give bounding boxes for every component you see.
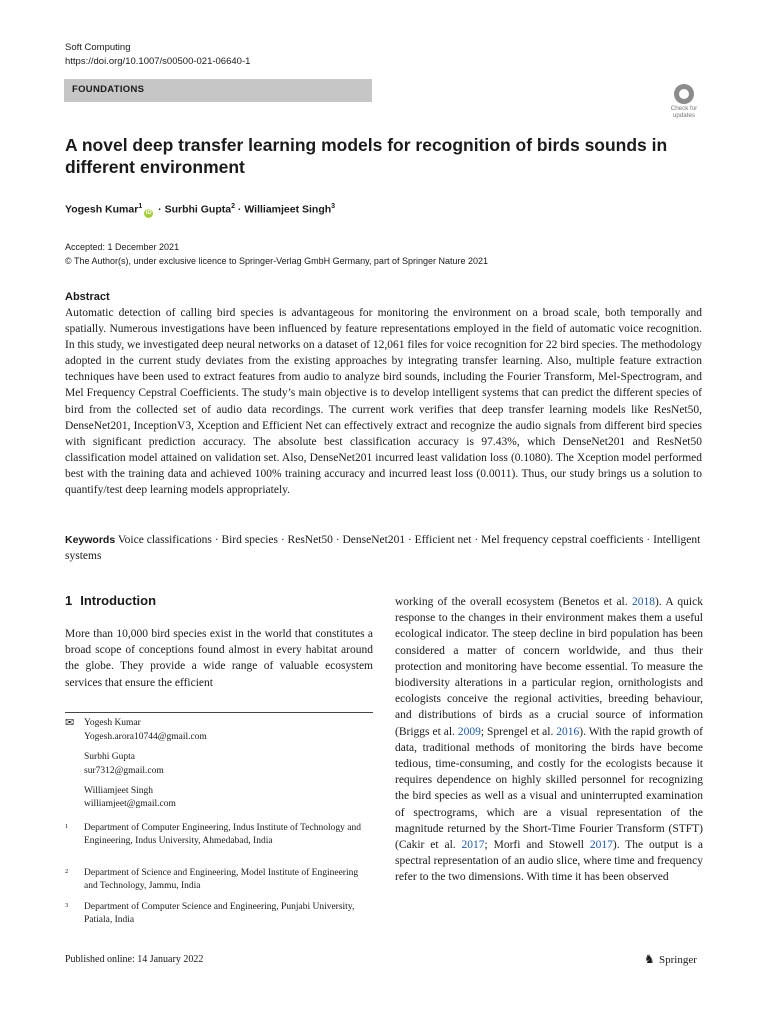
keywords-block [65,532,702,564]
check-updates-icon [674,84,694,104]
affiliation-number: 3 [65,902,69,909]
introduction-left-column: More than 10,000 bird species exist in the world that constitutes a broad scope of conceptions found almost in every habitat around the globe. They provide a wide range of valuable ecosystem services that ensure the efficient [65,628,373,689]
author-separator: · [234,203,245,216]
publisher-name: Springer [659,954,697,966]
affiliation-text: Department of Science and Engineering, Model Institute of Engineering and Technology, Jammu, India [84,868,359,891]
introduction-right-column [395,594,703,886]
keywords-label: Keywords [65,534,116,546]
affiliation-text: Department of Computer Science and Engineering, Punjabi University, Patiala, India [84,902,355,925]
abstract-heading: Abstract [65,291,110,303]
article-title: A novel deep transfer learning models for recognition of birds sounds in different environment [65,135,668,177]
published-online-date: Published online: 14 January 2022 [65,954,204,965]
journal-name: Soft Computing [65,42,131,53]
keywords-text: Voice classifications · Bird species · ResNet50 · DenseNet201 · Efficient net · Mel frequency cepstral coefficients · Intelligent systems [65,534,701,562]
affiliation-number: 1 [65,823,69,830]
check-updates-label: Check for updates [670,105,698,119]
contact-email[interactable]: Yogesh.arora10744@gmail.com [84,732,207,742]
contact-name: Surbhi Gupta [84,752,135,762]
body-text: ). A quick response to the changes in their environment makes them a useful ecological indicator. The steep decline in bird population has been considered a matter of concern worldwide, and thus their protection and monitoring have become essential. To measure the biodiversity alterations in a particular region, ornithologists and ecologists conceive the regional activities, breeding behaviour, and distributions of birds as a crucial source of information (Briggs et al. [395,596,703,738]
section-label: FOUNDATIONS [72,84,145,95]
author-affiliation-mark: 3 [331,203,336,210]
citation-link[interactable]: 2017 [461,839,485,852]
section-number: 1 [65,593,73,608]
author-separator: · [155,203,165,216]
contact-name: Williamjeet Singh [84,786,154,796]
envelope-icon: ✉ [65,717,75,729]
body-text: ; Morfi and Stowell [484,839,590,852]
orcid-icon[interactable]: iD [145,209,152,216]
author-affiliation-mark: 2 [231,203,235,210]
author-name[interactable]: Surbhi Gupta [164,203,232,216]
copyright-notice: © The Author(s), under exclusive licence to Springer-Verlag GmbH Germany, part of Springer Nature 2021 [65,256,488,266]
affiliation-number: 2 [65,868,69,875]
section-heading-introduction [65,593,156,608]
body-text: ). With the rapid growth of data, traditional methods of monitoring the birds have become tedious, time-consuming, and costly for the ecologists because it requires dependence on highly skilled personnel for recognizing the bird species as well as a visual and uninterrupted examination of spectrograms, which are a visual representation of the magnitude returned by the Short-Time Fourier Transform (STFT) (Cakir et al. [395,725,703,852]
affiliation-text: Department of Computer Engineering, Indus Institute of Technology and Engineering, Indus University, Ahmedabad, India [84,823,361,846]
section-label-bar [64,79,372,102]
section-title: Introduction [80,593,157,608]
contact-email[interactable]: sur7312@gmail.com [84,766,164,776]
contact-email[interactable]: williamjeet@gmail.com [84,799,176,809]
check-for-updates-badge[interactable] [664,84,704,124]
body-text: ; Sprengel et al. [480,725,557,738]
abstract-text: Automatic detection of calling bird species is advantageous for monitoring the environment on a broad scale, both temporally and spatially. Numerous investigations have been influenced by feature representations employed in the field of automatic voice recognition. In this study, we investigated deep neural networks on a dataset of 12,061 files for voice recognition for 22 bird species. The methodology adopted in the current study deviates from the existing approaches by integrating transfer learning. Also, multiple feature extraction techniques have been used to extract features from audio to analyze bird sounds, including the Fourier Transform, Mel-Spectrogram, and Mel Frequency Cepstral Coefficients. The study’s main objective is to develop intelligent systems that can predict the different species of bird from the collected set of audio data recordings. The current work verifies that deep transfer learning models like ResNet50, DenseNet201, InceptionV3, Xception and Efficient Net can effectively extract and recognize the audio signals from different bird species with significant prediction accuracy. The absolute best classification accuracy is 97.43%, which DenseNet201 and ResNet50 classification model attained on validation set. Also, DenseNet201 incurred least validation loss (0.1080). The Xception model performed best with the training data and achieved 100% training accuracy and incurred least loss (0.0011). Thus, our study brings us a solution to quantify/test deep learning models appropriately. [65,307,702,497]
footnote-divider [65,712,373,713]
publisher-logo[interactable] [644,952,697,967]
springer-horse-icon: ♞ [644,952,655,966]
body-text: ). The output is a spectral representation of an audio slice, where time and frequency refer to the two dimensions. With time it has been observed [395,839,703,884]
body-text: working of the overall ecosystem (Benetos et al. [395,596,632,608]
citation-link[interactable]: 2017 [589,839,613,852]
author-name[interactable]: Williamjeet Singh [244,203,332,216]
author-list [65,203,335,218]
accepted-date: Accepted: 1 December 2021 [65,242,180,252]
doi-link[interactable]: https://doi.org/10.1007/s00500-021-06640-1 [65,56,251,67]
author-affiliation-mark: 1 [138,203,143,210]
citation-link[interactable]: 2009 [457,725,481,738]
citation-link[interactable]: 2018 [631,596,655,608]
contact-name: Yogesh Kumar [84,718,141,728]
citation-link[interactable]: 2016 [556,725,580,738]
author-name[interactable]: Yogesh Kumar [65,203,139,216]
